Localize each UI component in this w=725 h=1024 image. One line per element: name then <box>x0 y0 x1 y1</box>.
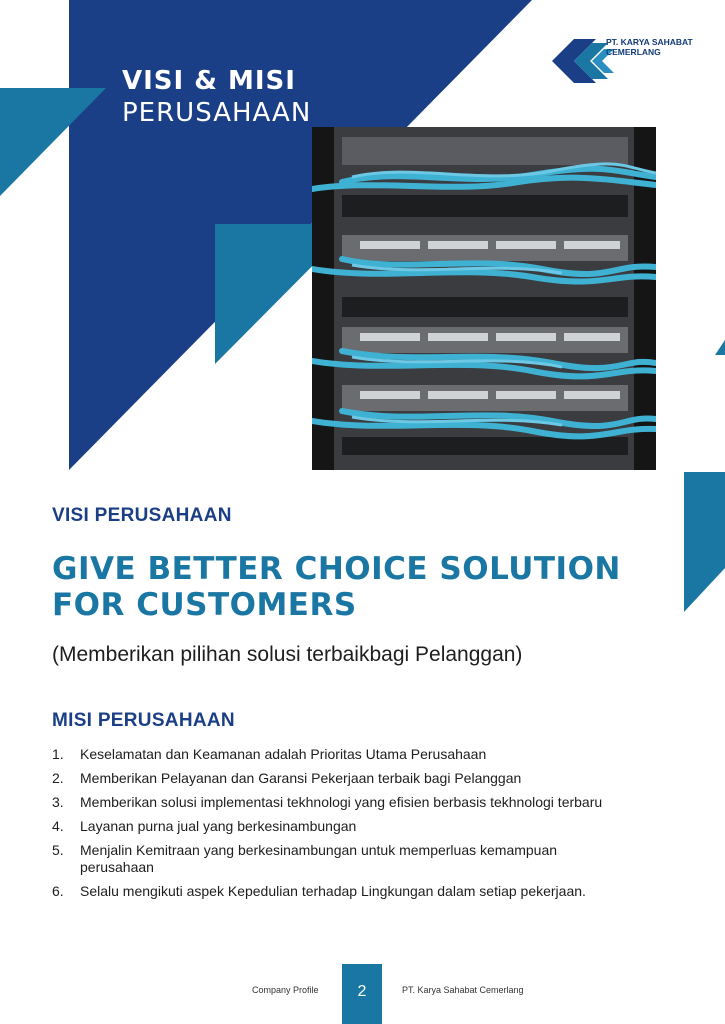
list-number: 1. <box>52 746 64 762</box>
teal-right-triangle <box>715 340 725 355</box>
list-text: Menjalin Kemitraan yang berkesinambungan untuk memperluas kemampuan perusahaan <box>80 842 558 875</box>
footer-company-profile: Company Profile <box>252 985 319 995</box>
misi-heading: MISI PERUSAHAAN <box>52 710 235 731</box>
misi-list <box>52 746 612 907</box>
list-item <box>52 770 612 787</box>
list-text: Selalu mengikuti aspek Kepedulian terhadap Lingkungan dalam setiap pekerjaan. <box>80 883 586 899</box>
list-text: Memberikan solusi implementasi tekhnologi yang efisien berbasis tekhnologi terbaru <box>80 794 603 810</box>
list-text: Layanan purna jual yang berkesinambungan <box>80 818 357 834</box>
visi-translation: (Memberikan pilihan solusi terbaikbagi Pelanggan) <box>52 643 523 666</box>
title-line-1: VISI & MISI <box>122 66 296 96</box>
logo-company-name: PT. KARYA SAHABAT CEMERLANG <box>606 37 693 57</box>
list-number: 2. <box>52 770 64 786</box>
list-number: 5. <box>52 842 64 858</box>
list-number: 6. <box>52 883 64 899</box>
list-text: Keselamatan dan Keamanan adalah Prioritas Utama Perusahaan <box>80 746 487 762</box>
title-line-2: PERUSAHAAN <box>122 98 312 128</box>
page-title <box>122 68 311 126</box>
list-item <box>52 818 612 835</box>
list-number: 4. <box>52 818 64 834</box>
teal-right-edge-shape <box>684 472 725 612</box>
visi-statement: GIVE BETTER CHOICE SOLUTION FOR CUSTOMERS <box>52 551 621 623</box>
list-item <box>52 746 612 763</box>
page-number: 2 <box>342 964 382 1024</box>
list-item <box>52 842 612 876</box>
list-item <box>52 794 612 811</box>
list-number: 3. <box>52 794 64 810</box>
list-text: Memberikan Pelayanan dan Garansi Pekerjaan terbaik bagi Pelanggan <box>80 770 522 786</box>
visi-heading: VISI PERUSAHAAN <box>52 505 232 526</box>
network-server-rack-photo <box>312 127 656 470</box>
footer-company-name: PT. Karya Sahabat Cemerlang <box>402 985 524 995</box>
list-item <box>52 883 612 900</box>
